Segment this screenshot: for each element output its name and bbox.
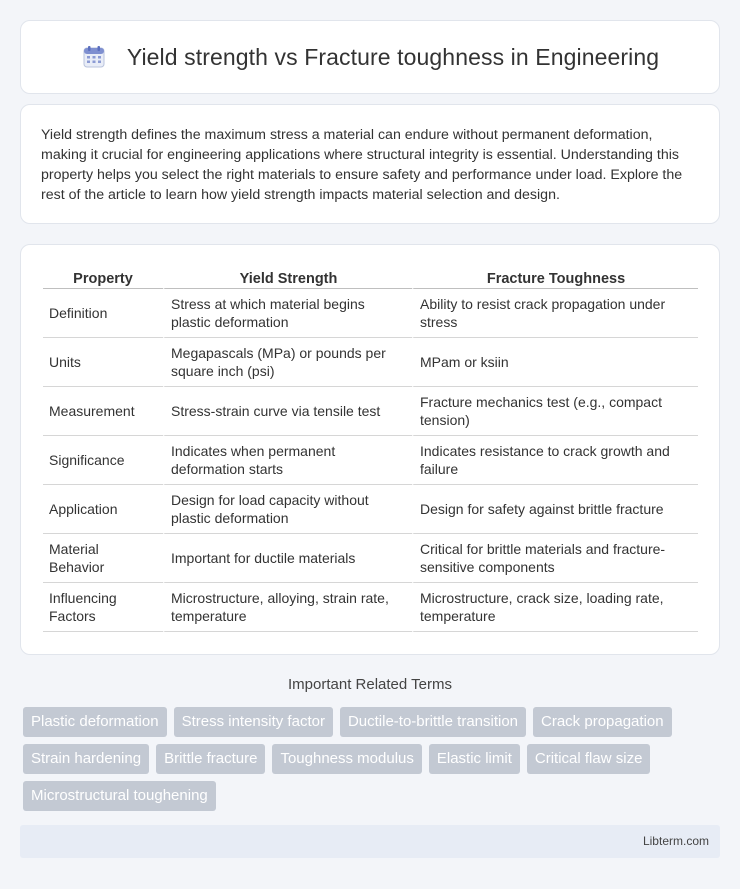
related-term-tag[interactable]: Brittle fracture [156,744,265,774]
footer [20,825,720,858]
header-card [20,20,720,94]
row-property: Measurement [43,387,163,436]
header-yield-strength: Yield Strength [163,267,412,289]
calendar-icon [81,44,107,70]
row-property: Units [43,338,163,387]
row-property: Application [43,485,163,534]
intro-text: Yield strength defines the maximum stress a material can endure without permanent deformation, making it crucial for engineering applications where structural integrity is essential. Understanding this property helps you select the right materials to ensure safety and performance under load. Explore the rest of the article to learn how yield strength impacts material selection and design. [41,127,683,203]
related-term-tag[interactable]: Critical flaw size [527,744,651,774]
table-row [43,583,698,632]
related-term-tag[interactable]: Plastic deformation [23,707,167,737]
header-fracture-toughness: Fracture Toughness [412,267,698,289]
row-fracture-toughness: Ability to resist crack propagation under stress [412,289,698,338]
table-row [43,338,698,387]
row-property: Influencing Factors [43,583,163,632]
row-property: Material Behavior [43,534,163,583]
row-yield-strength: Microstructure, alloying, strain rate, temperature [163,583,412,632]
related-term-tag[interactable]: Ductile-to-brittle transition [340,707,526,737]
related-term-tag[interactable]: Elastic limit [429,744,520,774]
row-yield-strength: Stress-strain curve via tensile test [163,387,412,436]
footer-site-link[interactable]: Libterm.com [642,834,709,848]
related-terms-title: Important Related Terms [288,676,452,693]
table-row [43,289,698,338]
related-terms-list [23,707,723,811]
related-term-tag[interactable]: Stress intensity factor [174,707,333,737]
row-fracture-toughness: Microstructure, crack size, loading rate, temperature [412,583,698,632]
row-yield-strength: Megapascals (MPa) or pounds per square inch (psi) [163,338,412,387]
table-header-row [43,267,698,289]
row-fracture-toughness: Indicates resistance to crack growth and failure [412,436,698,485]
comparison-table [43,267,698,632]
intro-card [20,104,720,224]
table-row [43,534,698,583]
header-property: Property [43,267,163,289]
row-yield-strength: Design for load capacity without plastic deformation [163,485,412,534]
title-wrap [81,44,659,71]
row-yield-strength: Stress at which material begins plastic deformation [163,289,412,338]
row-yield-strength: Indicates when permanent deformation starts [163,436,412,485]
table-row [43,387,698,436]
row-fracture-toughness: Design for safety against brittle fracture [412,485,698,534]
related-term-tag[interactable]: Toughness modulus [272,744,421,774]
row-fracture-toughness: Critical for brittle materials and fracture-sensitive components [412,534,698,583]
table-row [43,485,698,534]
row-property: Significance [43,436,163,485]
comparison-table-card [20,244,720,655]
page-title: Yield strength vs Fracture toughness in Engineering [126,43,660,70]
row-fracture-toughness: MPam or ksiin [412,338,698,387]
related-term-tag[interactable]: Microstructural toughening [23,781,216,811]
row-yield-strength: Important for ductile materials [163,534,412,583]
related-term-tag[interactable]: Strain hardening [23,744,149,774]
related-term-tag[interactable]: Crack propagation [533,707,672,737]
row-property: Definition [43,289,163,338]
row-fracture-toughness: Fracture mechanics test (e.g., compact tension) [412,387,698,436]
table-row [43,436,698,485]
